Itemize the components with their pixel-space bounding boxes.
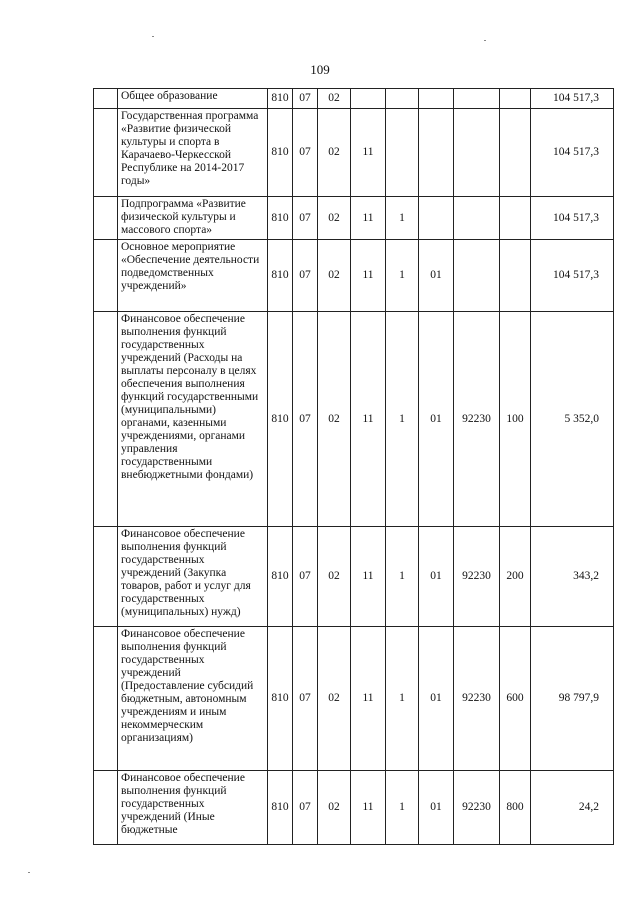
program-code-cell: 11 bbox=[351, 312, 386, 527]
name-cell: Общее образование bbox=[118, 89, 268, 109]
name-cell: Финансовое обеспечение выполнения функций государственных учреждений (Закупка товаров, работ и услуг для государственных (муниципальных) нужд) bbox=[118, 527, 268, 627]
name-cell: Финансовое обеспечение выполнения функций государственных учреждений (Предоставление субсидий бюджетным, автономным учреждениям и иным некоммерческим организациям) bbox=[118, 627, 268, 771]
ministry-code-cell: 810 bbox=[268, 197, 293, 240]
program-code-cell: 11 bbox=[351, 771, 386, 845]
table-row bbox=[94, 771, 614, 845]
direction-code-cell: 92230 bbox=[454, 771, 500, 845]
table-row bbox=[94, 109, 614, 197]
subprogram-code-cell: 1 bbox=[386, 197, 419, 240]
direction-code-cell: 92230 bbox=[454, 312, 500, 527]
amount-cell: 104 517,3 bbox=[531, 109, 614, 197]
direction-code-cell: 92230 bbox=[454, 527, 500, 627]
amount-cell: 98 797,9 bbox=[531, 627, 614, 771]
section-code-cell: 07 bbox=[293, 109, 318, 197]
scan-speck bbox=[28, 872, 30, 873]
direction-code-cell bbox=[454, 89, 500, 109]
activity-code-cell: 01 bbox=[419, 771, 454, 845]
row-number-cell bbox=[94, 197, 118, 240]
activity-code-cell: 01 bbox=[419, 627, 454, 771]
section-code-cell: 07 bbox=[293, 527, 318, 627]
subprogram-code-cell: 1 bbox=[386, 312, 419, 527]
section-code-cell: 07 bbox=[293, 627, 318, 771]
section-code-cell: 07 bbox=[293, 312, 318, 527]
page-number: 109 bbox=[310, 62, 330, 77]
name-cell: Государственная программа «Развитие физической культуры и спорта в Карачаево-Черкесской Республике на 2014-2017 годы» bbox=[118, 109, 268, 197]
row-number-cell bbox=[94, 312, 118, 527]
subsection-code-cell: 02 bbox=[318, 240, 351, 312]
ministry-code-cell: 810 bbox=[268, 627, 293, 771]
table-row bbox=[94, 527, 614, 627]
direction-code-cell bbox=[454, 109, 500, 197]
section-code-cell: 07 bbox=[293, 197, 318, 240]
table-row bbox=[94, 240, 614, 312]
subsection-code-cell: 02 bbox=[318, 771, 351, 845]
expense-type-cell bbox=[500, 109, 531, 197]
ministry-code-cell: 810 bbox=[268, 312, 293, 527]
row-number-cell bbox=[94, 109, 118, 197]
subsection-code-cell: 02 bbox=[318, 197, 351, 240]
ministry-code-cell: 810 bbox=[268, 527, 293, 627]
activity-code-cell bbox=[419, 197, 454, 240]
subprogram-code-cell bbox=[386, 89, 419, 109]
program-code-cell: 11 bbox=[351, 240, 386, 312]
expense-type-cell: 800 bbox=[500, 771, 531, 845]
subprogram-code-cell: 1 bbox=[386, 527, 419, 627]
activity-code-cell: 01 bbox=[419, 240, 454, 312]
name-cell: Финансовое обеспечение выполнения функций государственных учреждений (Иные бюджетные bbox=[118, 771, 268, 845]
subsection-code-cell: 02 bbox=[318, 627, 351, 771]
expense-type-cell: 200 bbox=[500, 527, 531, 627]
program-code-cell: 11 bbox=[351, 197, 386, 240]
amount-cell: 343,2 bbox=[531, 527, 614, 627]
subsection-code-cell: 02 bbox=[318, 527, 351, 627]
row-number-cell bbox=[94, 527, 118, 627]
subprogram-code-cell bbox=[386, 109, 419, 197]
table-row bbox=[94, 312, 614, 527]
program-code-cell: 11 bbox=[351, 627, 386, 771]
table-row bbox=[94, 627, 614, 771]
activity-code-cell: 01 bbox=[419, 312, 454, 527]
section-code-cell: 07 bbox=[293, 89, 318, 109]
subsection-code-cell: 02 bbox=[318, 89, 351, 109]
ministry-code-cell: 810 bbox=[268, 771, 293, 845]
program-code-cell: 11 bbox=[351, 109, 386, 197]
row-number-cell bbox=[94, 627, 118, 771]
ministry-code-cell: 810 bbox=[268, 240, 293, 312]
amount-cell: 5 352,0 bbox=[531, 312, 614, 527]
expense-type-cell: 600 bbox=[500, 627, 531, 771]
amount-cell: 24,2 bbox=[531, 771, 614, 845]
subprogram-code-cell: 1 bbox=[386, 771, 419, 845]
row-number-cell bbox=[94, 89, 118, 109]
program-code-cell: 11 bbox=[351, 527, 386, 627]
section-code-cell: 07 bbox=[293, 240, 318, 312]
expense-type-cell: 100 bbox=[500, 312, 531, 527]
subprogram-code-cell: 1 bbox=[386, 240, 419, 312]
name-cell: Основное мероприятие «Обеспечение деятельности подведомственных учреждений» bbox=[118, 240, 268, 312]
scan-speck bbox=[484, 40, 486, 41]
table-row bbox=[94, 89, 614, 109]
amount-cell: 104 517,3 bbox=[531, 240, 614, 312]
expense-type-cell bbox=[500, 197, 531, 240]
expense-type-cell bbox=[500, 89, 531, 109]
subsection-code-cell: 02 bbox=[318, 109, 351, 197]
direction-code-cell: 92230 bbox=[454, 627, 500, 771]
ministry-code-cell: 810 bbox=[268, 89, 293, 109]
name-cell: Подпрограмма «Развитие физической культуры и массового спорта» bbox=[118, 197, 268, 240]
subprogram-code-cell: 1 bbox=[386, 627, 419, 771]
activity-code-cell: 01 bbox=[419, 527, 454, 627]
activity-code-cell bbox=[419, 89, 454, 109]
section-code-cell: 07 bbox=[293, 771, 318, 845]
direction-code-cell bbox=[454, 197, 500, 240]
activity-code-cell bbox=[419, 109, 454, 197]
name-cell: Финансовое обеспечение выполнения функций государственных учреждений (Расходы на выплаты персоналу в целях обеспечения выполнения функций государственными (муниципальными) органами, казенными учреждениями, органами управления государственными внебюджетными фондами) bbox=[118, 312, 268, 527]
subsection-code-cell: 02 bbox=[318, 312, 351, 527]
row-number-cell bbox=[94, 240, 118, 312]
amount-cell: 104 517,3 bbox=[531, 197, 614, 240]
direction-code-cell bbox=[454, 240, 500, 312]
table-row bbox=[94, 197, 614, 240]
budget-table bbox=[93, 88, 614, 845]
amount-cell: 104 517,3 bbox=[531, 89, 614, 109]
scan-speck bbox=[152, 36, 154, 37]
program-code-cell bbox=[351, 89, 386, 109]
ministry-code-cell: 810 bbox=[268, 109, 293, 197]
expense-type-cell bbox=[500, 240, 531, 312]
row-number-cell bbox=[94, 771, 118, 845]
